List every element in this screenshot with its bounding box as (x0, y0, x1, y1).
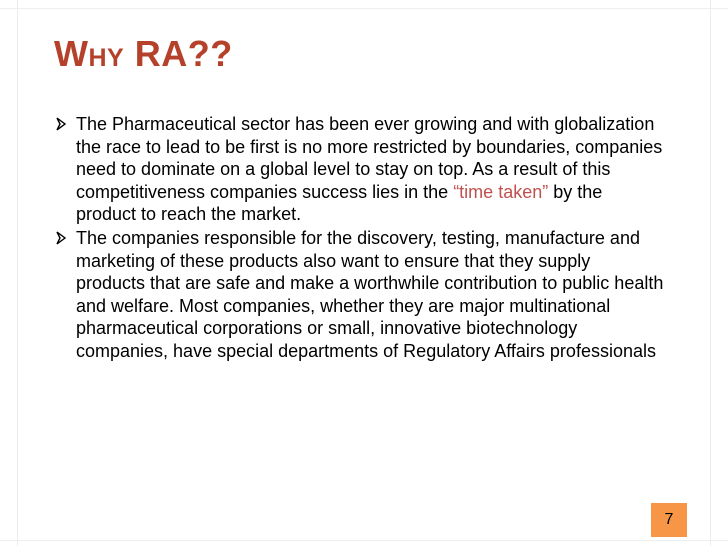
title-first-word: Why (54, 33, 125, 74)
bullet-text-start: The Pharmaceutical sector has been ever growing and with globalization the race to lead to be first is no more restricted by boundaries, companies need to dominate on a global level to stay on top. As a result of this competitiveness companies success lies in the (76, 114, 663, 202)
arrow-bullet-icon (54, 230, 68, 246)
bullet-text-start: The companies responsible for the discovery, testing, manufacture and marketing of these products also want to ensure that they supply products that are safe and make a worthwhile contribution to public health and welfare. Most companies, whether they are major multinational pharmaceutical corporations or small, innovative biotechnology companies, have special departments of Regulatory Affairs professionals (76, 227, 664, 361)
bottom-divider (0, 540, 728, 541)
left-divider (17, 0, 18, 546)
bullet-text-end: by the product to reach the market. (76, 181, 603, 225)
title-rest: RA?? (134, 33, 233, 74)
bullet-item (54, 113, 664, 226)
arrow-bullet-icon (54, 116, 68, 132)
right-divider (710, 0, 711, 546)
page-number-badge: 7 (651, 503, 687, 537)
bullet-item (54, 227, 664, 363)
bullet-list (54, 113, 664, 364)
slide-title (54, 30, 233, 78)
top-divider (0, 8, 728, 9)
bullet-highlight: “time taken” (453, 181, 549, 202)
